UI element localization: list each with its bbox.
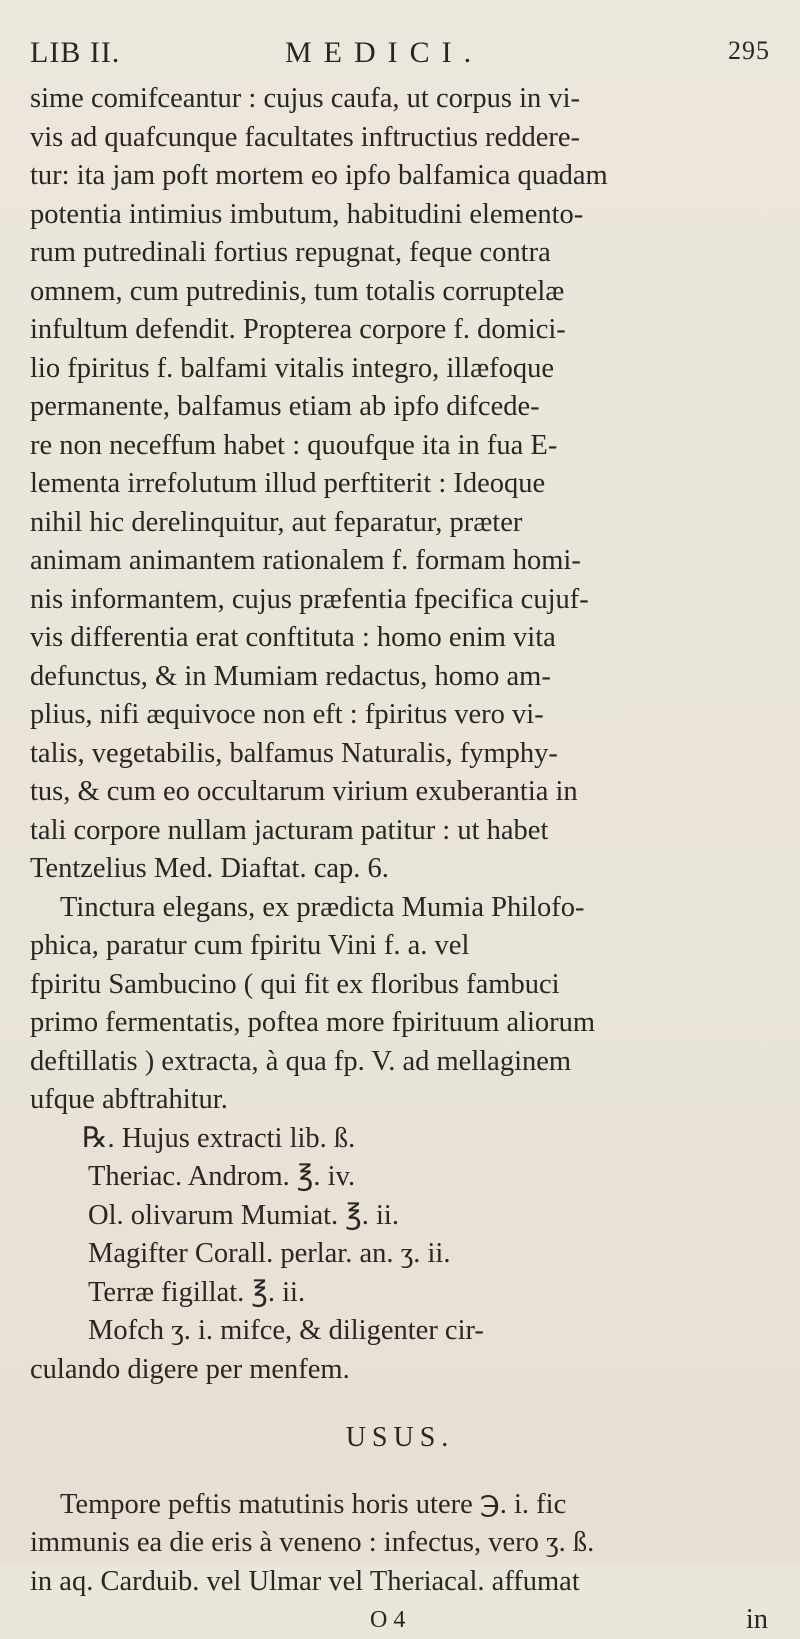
catchword-line [30, 1601, 770, 1639]
text-line: tus, & cum eo occultarum virium exuberantia in [30, 773, 770, 812]
text-line: re non neceffum habet : quoufque ita in fua E- [30, 427, 770, 466]
text-line: tali corpore nullam jacturam patitur : ut habet [30, 812, 770, 851]
recipe-line: Ol. olivarum Mumiat. ℥. ii. [30, 1197, 770, 1236]
text-line: vis differentia erat conftituta : homo enim vita [30, 619, 770, 658]
recipe-line: culando digere per menfem. [30, 1351, 770, 1390]
page-text [30, 80, 770, 1639]
text-line: phica, paratur cum fpiritu Vini f. a. vel [30, 927, 770, 966]
text-line: immunis ea die eris à veneno : infectus, vero ʒ. ß. [30, 1524, 770, 1563]
book-number: LIB II. [30, 36, 120, 70]
page-number: 295 [728, 36, 770, 66]
recipe-line: Theriac. Androm. ℥. iv. [30, 1158, 770, 1197]
text-line: animam animantem rationalem f. formam homi- [30, 542, 770, 581]
recipe-line: ℞. Hujus extracti lib. ß. [30, 1120, 770, 1159]
catchword: in [746, 1601, 768, 1639]
text-line: tur: ita jam poft mortem eo ipfo balfamica quadam [30, 157, 770, 196]
text-line: rum putredinali fortius repugnat, feque contra [30, 234, 770, 273]
text-line: sime comifceantur : cujus caufa, ut corpus in vi- [30, 80, 770, 119]
text-line: Tinctura elegans, ex prædicta Mumia Philofo- [30, 889, 770, 928]
usus-heading: USUS. [30, 1419, 770, 1458]
text-line: vis ad quafcunque facultates inftructius reddere- [30, 119, 770, 158]
tinctura-paragraph [30, 889, 770, 1120]
recipe-line: Magifter Corall. perlar. an. ʒ. ii. [30, 1235, 770, 1274]
text-line: lio fpiritus f. balfami vitalis integro, illæfoque [30, 350, 770, 389]
body-paragraph [30, 80, 770, 889]
text-line: in aq. Carduib. vel Ulmar vel Theriacal. affumat [30, 1563, 770, 1602]
running-title: MEDICI. [285, 36, 483, 70]
text-line: plius, nifi æquivoce non eft : fpiritus vero vi- [30, 696, 770, 735]
text-line: ufque abftrahitur. [30, 1081, 770, 1120]
text-line: nis informantem, cujus præfentia fpecifica cujuf- [30, 581, 770, 620]
text-line: infultum defendit. Propterea corpore f. domici- [30, 311, 770, 350]
recipe-line: Mofch ʒ. i. mifce, & diligenter cir- [30, 1312, 770, 1351]
text-line: Tempore peftis matutinis horis utere ℈. i. fic [30, 1486, 770, 1525]
recipe-line: Terræ figillat. ℥. ii. [30, 1274, 770, 1313]
text-line: primo fermentatis, poftea more fpirituum aliorum [30, 1004, 770, 1043]
usus-paragraph [30, 1486, 770, 1639]
text-line: deftillatis ) extracta, à qua fp. V. ad mellaginem [30, 1043, 770, 1082]
recipe [30, 1120, 770, 1390]
text-line: lementa irrefolutum illud perftiterit : Ideoque [30, 465, 770, 504]
text-line: potentia intimius imbutum, habitudini elemento- [30, 196, 770, 235]
text-line: fpiritu Sambucino ( qui fit ex floribus fambuci [30, 966, 770, 1005]
text-line: talis, vegetabilis, balfamus Naturalis, fymphy- [30, 735, 770, 774]
signature-mark: O 4 [370, 1601, 405, 1639]
text-line: Tentzelius Med. Diaftat. cap. 6. [30, 850, 770, 889]
running-header [30, 36, 770, 80]
text-line: defunctus, & in Mumiam redactus, homo am- [30, 658, 770, 697]
text-line: nihil hic derelinquitur, aut feparatur, præter [30, 504, 770, 543]
text-line: permanente, balfamus etiam ab ipfo difcede- [30, 388, 770, 427]
text-line: omnem, cum putredinis, tum totalis corruptelæ [30, 273, 770, 312]
